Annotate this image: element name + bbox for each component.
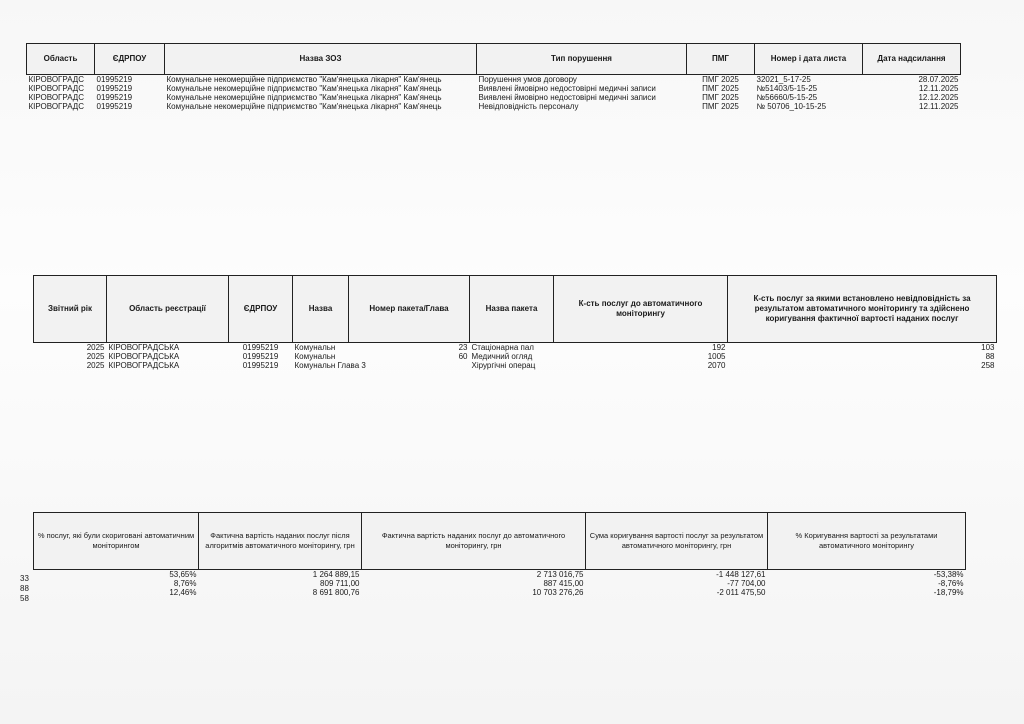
cell-pmg: ПМГ 2025 bbox=[702, 84, 739, 93]
cell-correction-sum: -2 011 475,50 bbox=[716, 588, 766, 597]
header-registration-region: Область реєстрації bbox=[107, 276, 229, 343]
cell-correction-sum: -1 448 127,61 bbox=[716, 570, 766, 579]
cell-cost-after: 8 691 800,76 bbox=[312, 588, 360, 597]
cell-pmg: ПМГ 2025 bbox=[702, 102, 739, 111]
cell-cost-before: 2 713 016,75 bbox=[536, 570, 584, 579]
cell-services-before: 1005 bbox=[707, 352, 726, 361]
header-region: Область bbox=[27, 44, 95, 75]
cell-violation-type: Порушення умов договору bbox=[478, 75, 577, 84]
cell-percent-corrected: 12,46% bbox=[169, 588, 197, 597]
cell-package-number: 23 bbox=[458, 343, 468, 352]
table-row bbox=[27, 84, 961, 93]
cell-name: Комунальн bbox=[294, 343, 336, 352]
cell-send-date: 12.12.2025 bbox=[918, 93, 959, 102]
cell-violation-type: Виявлені ймовірно недостовірні медичні записи bbox=[478, 84, 656, 93]
header-pmg: ПМГ bbox=[687, 44, 755, 75]
table-row bbox=[34, 570, 966, 580]
violations-header-row bbox=[27, 44, 961, 75]
cell-cost-after: 1 264 889,15 bbox=[312, 570, 360, 579]
cell-percent-corrected: 8,76% bbox=[173, 579, 197, 588]
cell-edrpou: 01995219 bbox=[96, 102, 133, 111]
table-row bbox=[34, 361, 997, 370]
cell-edrpou: 01995219 bbox=[96, 84, 133, 93]
row-stub: 88 bbox=[20, 584, 29, 593]
cell-package-name: Хірургічні операц bbox=[471, 361, 536, 370]
cell-pmg: ПМГ 2025 bbox=[702, 75, 739, 84]
cell-package-number: 60 bbox=[458, 352, 468, 361]
cell-region: КІРОВОГРАДСЬКА bbox=[108, 352, 180, 361]
cell-edrpou: 01995219 bbox=[96, 75, 133, 84]
cell-send-date: 12.11.2025 bbox=[919, 84, 959, 93]
header-correction-sum: Сума коригування вартості послуг за результатом автоматичного моніторингу, грн bbox=[586, 513, 768, 570]
header-violation-type: Тип порушення bbox=[477, 44, 687, 75]
header-services-before-monitoring: К-сть послуг до автоматичного моніторингу bbox=[554, 276, 728, 343]
table-row bbox=[34, 579, 966, 588]
cell-region: КІРОВОГРАДС bbox=[28, 93, 84, 102]
cell-edrpou: 01995219 bbox=[242, 361, 279, 370]
cell-year: 2025 bbox=[86, 343, 105, 352]
header-facility-name: Назва ЗОЗ bbox=[165, 44, 477, 75]
cell-send-date: 12.11.2025 bbox=[919, 102, 959, 111]
cell-cost-after: 809 711,00 bbox=[320, 579, 360, 588]
cell-letter: 32021_5-17-25 bbox=[756, 75, 811, 84]
header-percent-corrected: % послуг, які були скориговані автоматичним моніторингом bbox=[34, 513, 199, 570]
header-letter-number-date: Номер і дата листа bbox=[755, 44, 863, 75]
cell-region: КІРОВОГРАДСЬКА bbox=[108, 361, 180, 370]
cell-cost-before: 10 703 276,26 bbox=[532, 588, 584, 597]
cell-letter: № 50706_10-15-25 bbox=[756, 102, 827, 111]
cell-services-mismatch: 103 bbox=[981, 343, 995, 352]
cell-edrpou: 01995219 bbox=[242, 352, 279, 361]
cell-facility-name: Комунальне некомерційне підприємство "Кам'янецька лікарня" Кам'янець bbox=[166, 93, 442, 102]
table-row bbox=[34, 588, 966, 597]
header-package-name: Назва пакета bbox=[470, 276, 554, 343]
table-row bbox=[34, 343, 997, 353]
cell-name: Комунальн bbox=[294, 352, 336, 361]
cell-pmg: ПМГ 2025 bbox=[702, 93, 739, 102]
header-services-with-mismatch: К-сть послуг за якими встановлено невідповідність за результатом автоматичного моніторингу та здійснено коригування фактичної вартості наданих послуг bbox=[728, 276, 997, 343]
header-package-number: Номер пакета/Глава bbox=[349, 276, 470, 343]
cell-facility-name: Комунальне некомерційне підприємство "Кам'янецька лікарня" Кам'янець bbox=[166, 84, 442, 93]
row-stub: 33 bbox=[20, 574, 29, 583]
cell-correction-percent: -53,38% bbox=[933, 570, 964, 579]
cell-package-name: Медичний огляд bbox=[471, 352, 533, 361]
table-row bbox=[27, 102, 961, 111]
table-row bbox=[34, 352, 997, 361]
cell-edrpou: 01995219 bbox=[242, 343, 279, 352]
header-send-date: Дата надсилання bbox=[863, 44, 961, 75]
row-stub: 58 bbox=[20, 594, 29, 603]
cell-region: КІРОВОГРАДС bbox=[28, 102, 84, 111]
cell-region: КІРОВОГРАДС bbox=[28, 75, 84, 84]
table-row bbox=[27, 93, 961, 102]
cell-correction-sum: -77 704,00 bbox=[727, 579, 766, 588]
cell-services-mismatch: 88 bbox=[985, 352, 995, 361]
header-report-year: Звітний рік bbox=[34, 276, 107, 343]
violations-table bbox=[26, 43, 961, 111]
header-name: Назва bbox=[293, 276, 349, 343]
cell-facility-name: Комунальне некомерційне підприємство "Кам'янецька лікарня" Кам'янець bbox=[166, 75, 442, 84]
cell-package-name: Стаціонарна пал bbox=[471, 343, 534, 352]
cell-correction-percent: -8,76% bbox=[938, 579, 964, 588]
correction-header-row bbox=[34, 513, 966, 570]
cell-violation-type: Виявлені ймовірно недостовірні медичні записи bbox=[478, 93, 656, 102]
cell-services-before: 192 bbox=[712, 343, 726, 352]
header-edrpou: ЄДРПОУ bbox=[95, 44, 165, 75]
cell-letter: №56660/5-15-25 bbox=[756, 93, 818, 102]
cell-services-before: 2070 bbox=[707, 361, 726, 370]
table-row bbox=[27, 75, 961, 85]
cell-correction-percent: -18,79% bbox=[933, 588, 964, 597]
cell-year: 2025 bbox=[86, 361, 105, 370]
header-cost-after: Фактична вартість наданих послуг після алгоритмів автоматичного моніторингу, грн bbox=[199, 513, 362, 570]
cell-region: КІРОВОГРАДСЬКА bbox=[108, 343, 180, 352]
cell-send-date: 28.07.2025 bbox=[918, 75, 959, 84]
cell-region: КІРОВОГРАДС bbox=[28, 84, 84, 93]
cell-name: Комунальн Глава 3 bbox=[294, 361, 366, 370]
cell-letter: №51403/5-15-25 bbox=[756, 84, 818, 93]
cell-cost-before: 887 415,00 bbox=[543, 579, 584, 588]
cell-violation-type: Невідповідність персоналу bbox=[478, 102, 579, 111]
header-correction-percent: % Коригування вартості за результатами автоматичного моніторингу bbox=[768, 513, 966, 570]
header-cost-before: Фактична вартість наданих послуг до автоматичного моніторингу, грн bbox=[362, 513, 586, 570]
cell-edrpou: 01995219 bbox=[96, 93, 133, 102]
cell-percent-corrected: 53,65% bbox=[169, 570, 197, 579]
header-edrpou: ЄДРПОУ bbox=[229, 276, 293, 343]
cell-services-mismatch: 258 bbox=[981, 361, 995, 370]
monitoring-header-row bbox=[34, 276, 997, 343]
cell-package-number bbox=[349, 361, 470, 370]
cell-year: 2025 bbox=[86, 352, 105, 361]
correction-table bbox=[33, 512, 966, 597]
cell-facility-name: Комунальне некомерційне підприємство "Кам'янецька лікарня" Кам'янець bbox=[166, 102, 442, 111]
monitoring-table bbox=[33, 275, 997, 370]
